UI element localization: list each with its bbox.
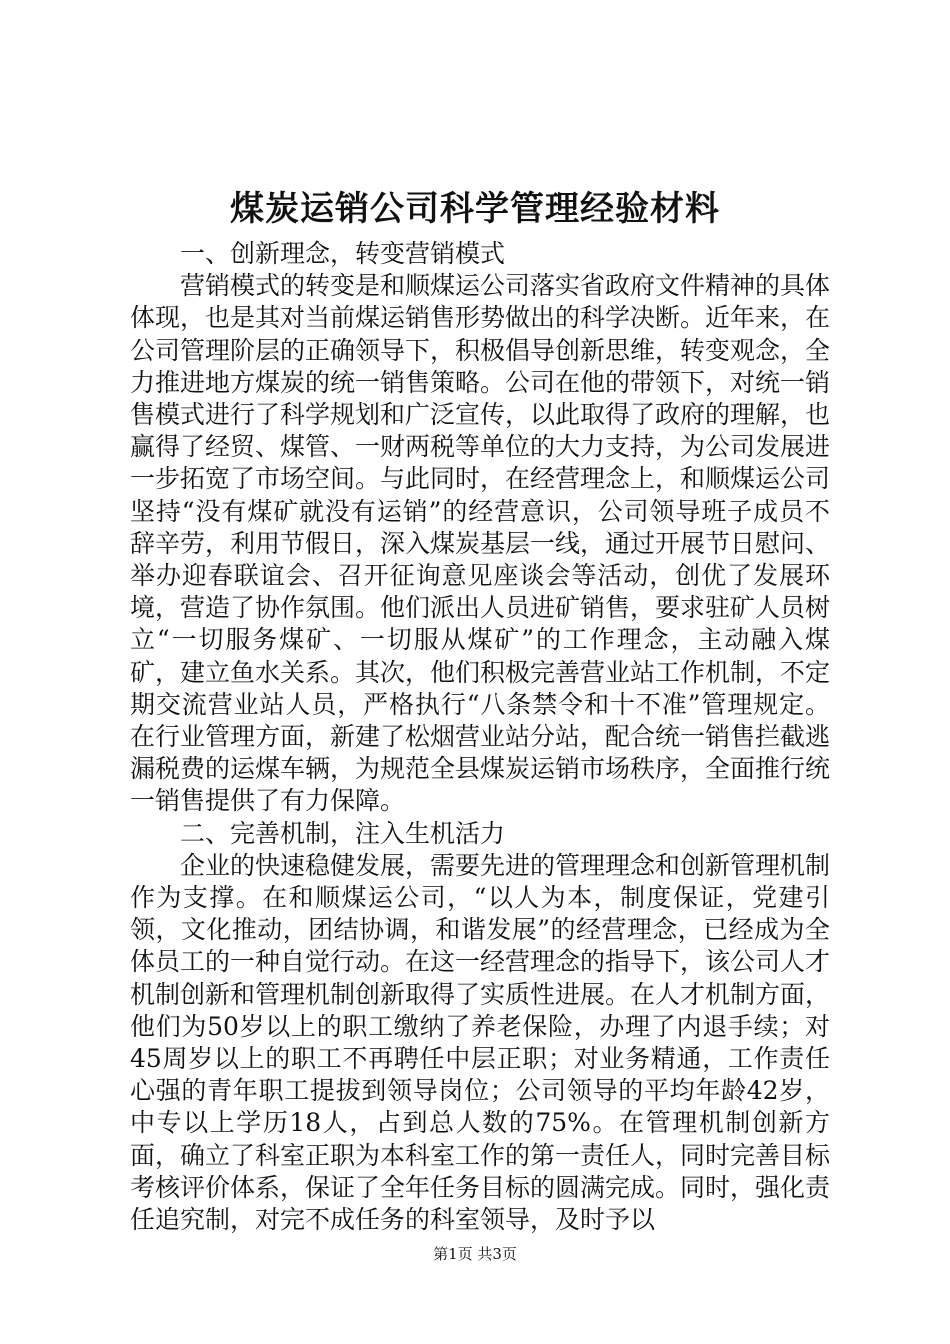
section-heading-2: 二、完善机制，注入生机活力 (180, 818, 506, 848)
section-heading-1: 一、创新理念，转变营销模式 (180, 239, 506, 268)
body-paragraph-2: 企业的快速稳健发展，需要先进的管理理念和创新管理机制作为支撑。在和顺煤运公司，“以人为本，制度保证，党建引领，文化推动，团结协调，和谐发展”的经营理念，已经成为全体员工的一种自觉行动。在这一经营理念的指导下，该公司人才机制创新和管理机制创新取得了实质性进展。在人才机制方面，他们为50岁以上的职工缴纳了养老保险，办理了内退手续；对45周岁以上的职工不再聘任中层正职；对业务精通，工作责任心强的青年职工提拔到领导岗位；公司领导的平均年龄42岁，中专以上学历18人，占到总人数的75%。在管理机制创新方面，确立了科室正职为本科室工作的第一责任人，同时完善目标考核评价体系，保证了全年任务目标的圆满完成。同时，强化责任追究制，对完不成任务的科室领导，及时予以 (130, 850, 831, 1235)
page-footer: 第1页 共3页 (433, 1245, 517, 1263)
body-paragraph-1: 营销模式的转变是和顺煤运公司落实省政府文件精神的具体体现，也是其对当前煤运销售形势做出的科学决断。近年来，在公司管理阶层的正确领导下，积极倡导创新思维，转变观念，全力推进地方煤炭的统一销售策略。公司在他的带领下，对统一销售模式进行了科学规划和广泛宣传，以此取得了政府的理解，也赢得了经贸、煤管、一财两税等单位的大力支持，为公司发展进一步拓宽了市场空间。与此同时，在经营理念上，和顺煤运公司坚持“没有煤矿就没有运销”的经营意识，公司领导班子成员不辞辛劳，利用节假日，深入煤炭基层一线，通过开展节日慰问、举办迎春联谊会、召开征询意见座谈会等活动，创优了发展环境，营造了协作氛围。他们派出人员进矿销售，要求驻矿人员树立“一切服务煤矿、一切服从煤矿”的工作理念，主动融入煤矿，建立鱼水关系。其次，他们积极完善营业站工作机制，不定期交流营业站人员，严格执行“八条禁令和十不准”管理规定。在行业管理方面，新建了松烟营业站分站，配合统一销售拦截逃漏税费的运煤车辆，为规范全县煤炭运销市场秩序，全面推行统一销售提供了有力保障。 (130, 271, 831, 816)
document-title: 煤炭运销公司科学管理经验材料 (230, 189, 720, 229)
document-body (130, 238, 830, 1236)
